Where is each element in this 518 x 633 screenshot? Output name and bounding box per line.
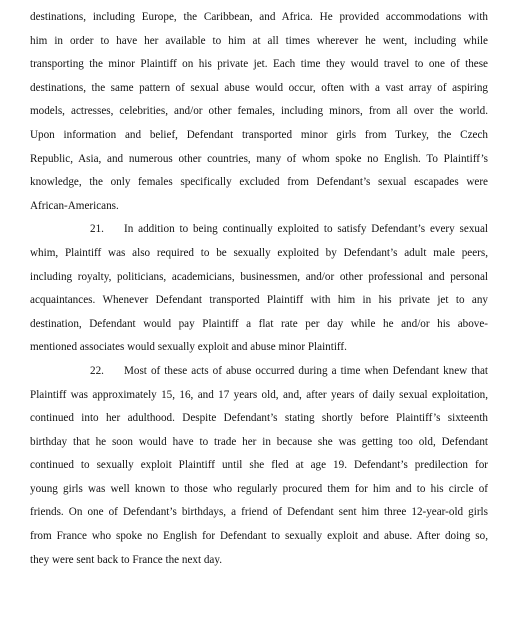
text-line: Upon information and belief, Defendant transported minor girls from Turkey, the Czech: [30, 128, 488, 141]
text-line: knowledge, the only females specifically excluded from Defendant’s sexual escapades were: [30, 176, 488, 189]
text-line: from France who spoke no English for Defendant to sexually exploit and abuse. After doing so,: [30, 530, 488, 543]
text-line: destination, Defendant would pay Plaintiff a flat rate per day while he and/or his above-: [30, 317, 488, 330]
text-line-first: [30, 218, 488, 242]
text-line: models, actresses, celebrities, and/or other females, including minors, from all over the world.: [30, 105, 488, 118]
text-line: Republic, Asia, and numerous other countries, many of whom spoke no English. To Plaintiff’s: [30, 152, 488, 165]
paragraph-22: [30, 360, 488, 572]
text-line: transporting the minor Plaintiff on his private jet. Each time they would travel to one of these: [30, 58, 488, 71]
text-line: they were sent back to France the next day.: [30, 553, 222, 566]
text-line: destinations, including Europe, the Caribbean, and Africa. He provided accommodations with: [30, 11, 488, 23]
text-line: whim, Plaintiff was also required to be sexually exploited by Defendant’s adult male peers,: [30, 246, 488, 259]
text-line: continued to sexually exploit Plaintiff until she fled at age 19. Defendant’s predilection for: [30, 459, 488, 472]
paragraph-number: 22.: [90, 364, 104, 377]
text-line: Plaintiff was approximately 15, 16, and 17 years old, and, after years of daily sexual exploitation,: [30, 388, 488, 401]
text-line: Most of these acts of abuse occurred during a time when Defendant knew that: [124, 364, 488, 377]
text-line: friends. On one of Defendant’s birthdays, a friend of Defendant sent him three 12-year-old girls: [30, 506, 488, 519]
paragraph-21: [30, 218, 488, 360]
text-line: birthday that he soon would have to trade her in because she was getting too old, Defendant: [30, 435, 488, 448]
text-line: him in order to have her available to him at all times wherever he went, including while: [30, 34, 488, 47]
text-line: including royalty, politicians, academicians, businessmen, and/or other professional and personal: [30, 270, 488, 283]
paragraph-number: 21.: [90, 223, 104, 236]
text-line: young girls was well known to those who regularly procured them for him and to his circle of: [30, 482, 488, 495]
text-line: African-Americans.: [30, 199, 119, 212]
text-line: In addition to being continually exploited to satisfy Defendant’s every sexual: [124, 223, 488, 236]
text-line-first: [30, 360, 488, 384]
text-line: mentioned associates would sexually exploit and abuse minor Plaintiff.: [30, 341, 347, 354]
text-line: acquaintances. Whenever Defendant transported Plaintiff with him in his private jet to any: [30, 294, 488, 307]
text-line: destinations, the same pattern of sexual abuse would occur, often with a vast array of aspiring: [30, 81, 488, 94]
paragraph-continuation: [30, 6, 488, 218]
text-line: continued into her adulthood. Despite Defendant’s stating shortly before Plaintiff’s sixteenth: [30, 412, 488, 425]
